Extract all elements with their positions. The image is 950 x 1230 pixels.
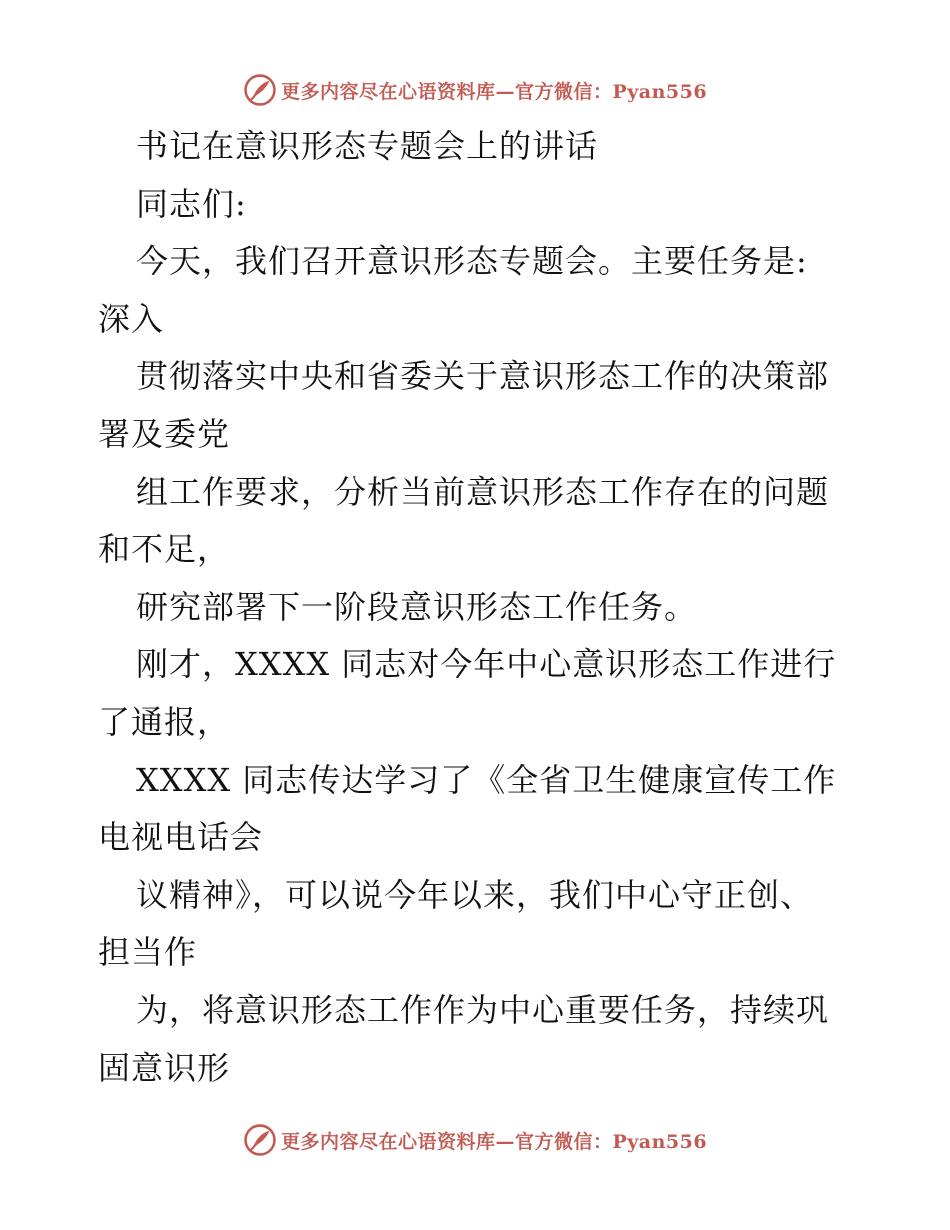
paragraph-line: 议精神》，可以说今年以来，我们中心守正创、 [136,875,814,914]
paragraph-line: 深入 [98,299,165,338]
watermark-text: 更多内容尽在心语资料库—官方微信：Pyan556 [280,80,708,103]
paragraph-line: 贯彻落实中央和省委关于意识形态工作的决策部 [136,357,830,396]
paragraph-line: 同志们: [136,184,247,223]
paragraph-line: 固意识形 [98,1048,231,1087]
document-body [98,118,858,1097]
paragraph-line: 电视电话会 [98,818,264,857]
paragraph-line: 今天，我们召开意识形态专题会。主要任务是: [136,242,808,281]
paragraph-line: 刚才，XXXX 同志对今年中心意识形态工作进行 [136,645,837,684]
paragraph-line: 和不足， [98,530,231,569]
feather-pen-icon [243,73,277,107]
paragraph-line: 担当作 [98,933,198,972]
paragraph-line: 署及委党 [98,414,231,453]
paragraph-line: XXXX 同志传达学习了《全省卫生健康宣传工作 [136,760,837,799]
feather-pen-icon [243,1123,277,1157]
paragraph-line: 为，将意识形态工作作为中心重要任务，持续巩 [136,990,830,1029]
paragraph-line: 研究部署下一阶段意识形态工作任务。 [136,587,698,626]
paragraph-line: 组工作要求，分析当前意识形态工作存在的问题 [136,472,830,511]
footer-watermark [0,1122,950,1158]
paragraph-line: 了通报， [98,702,231,741]
watermark-text: 更多内容尽在心语资料库—官方微信：Pyan556 [280,1130,708,1153]
header-watermark [0,72,950,108]
document-title: 书记在意识形态专题会上的讲话 [136,127,599,165]
